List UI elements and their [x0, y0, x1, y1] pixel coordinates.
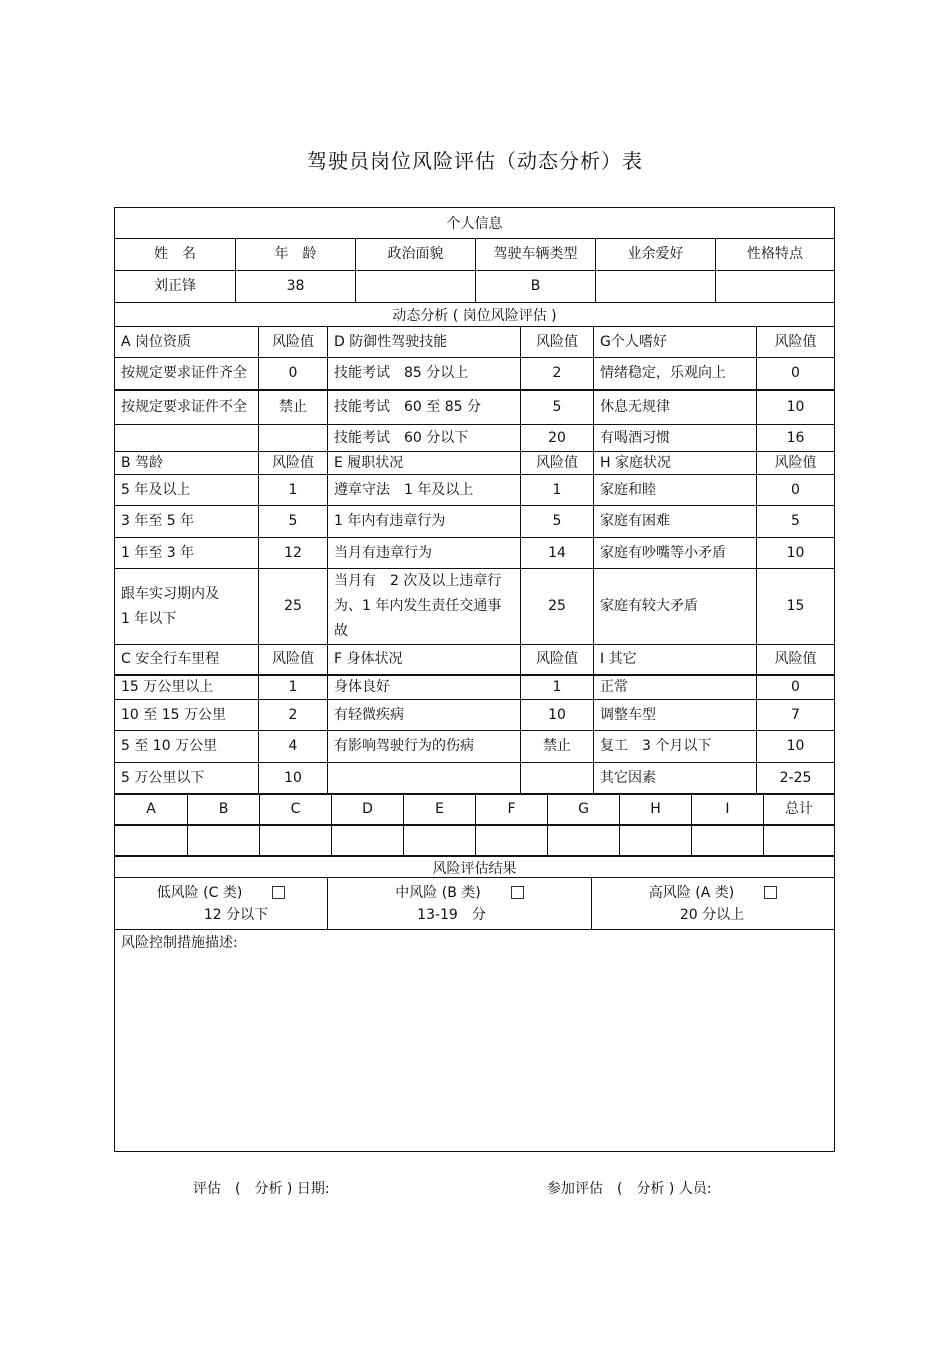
section-header: E 履职状况	[327, 452, 520, 474]
risk-value: 0	[258, 358, 327, 389]
personal-values-row	[115, 271, 834, 303]
criterion: 跟车实习期内及 1 年以下	[121, 585, 219, 627]
risk-value: 1	[520, 475, 593, 505]
total-label-h: H	[619, 795, 691, 824]
result-high	[591, 878, 834, 929]
total-label-c: C	[259, 795, 331, 824]
criterion: 调整车型	[593, 700, 756, 730]
label-age: 年 龄	[235, 239, 355, 270]
criterion: 休息无规律	[593, 390, 756, 424]
totals-labels-row	[115, 795, 834, 826]
criterion: 有喝酒习惯	[593, 425, 756, 451]
result-header: 风险评估结果	[432, 861, 517, 877]
table-row	[115, 731, 834, 763]
criterion: 1 年内有违章行为	[327, 506, 520, 537]
risk-value: 2	[520, 358, 593, 389]
criterion: 家庭有较大矛盾	[593, 569, 756, 644]
table-row	[115, 358, 834, 390]
section-header: H 家庭状况	[593, 452, 756, 474]
risk-value-header: 风险值	[520, 645, 593, 674]
risk-value: 12	[258, 538, 327, 568]
low-risk-range: 12 分以下	[203, 906, 269, 923]
total-value-b[interactable]	[187, 826, 259, 855]
criterion: 按规定要求证件齐全	[121, 365, 247, 381]
section-1-header-row	[115, 327, 834, 358]
criterion: 复工 3 个月以下	[593, 731, 756, 762]
section-3-header-row	[115, 645, 834, 676]
assessment-date-label: 评估 ( 分析 ) 日期:	[193, 1181, 330, 1197]
label-personality: 性格特点	[715, 239, 834, 270]
risk-value: 5	[520, 506, 593, 537]
risk-value: 25	[258, 569, 327, 644]
section-header: D 防御性驾驶技能	[327, 327, 520, 357]
table-row	[115, 538, 834, 569]
total-label-sum: 总计	[763, 795, 834, 824]
risk-value: 10	[258, 763, 327, 793]
criterion: 有轻微疾病	[327, 700, 520, 730]
high-risk-range: 20 分以上	[679, 906, 745, 923]
criterion: 情绪稳定，乐观向上	[593, 358, 756, 389]
total-value-c[interactable]	[259, 826, 331, 855]
dynamic-header-row	[115, 303, 834, 327]
control-measures-label: 风险控制措施描述:	[121, 935, 238, 951]
criterion: 家庭有吵嘴等小矛盾	[593, 538, 756, 568]
criterion	[327, 763, 520, 793]
total-label-b: B	[187, 795, 259, 824]
risk-value-header: 风险值	[258, 645, 327, 674]
risk-value-header: 风险值	[258, 327, 327, 357]
total-value-f[interactable]	[475, 826, 547, 855]
criterion: 当月有违章行为	[327, 538, 520, 568]
personal-labels-row	[115, 239, 834, 271]
label-vehicle-type: 驾驶车辆类型	[475, 239, 595, 270]
criterion: 家庭和睦	[593, 475, 756, 505]
risk-value: 禁止	[520, 731, 593, 762]
totals-values-row	[115, 826, 834, 857]
section-2-header-row	[115, 452, 834, 475]
total-value-a[interactable]	[115, 826, 187, 855]
risk-value: 0	[756, 676, 834, 699]
criterion: 家庭有困难	[593, 506, 756, 537]
risk-value: 10	[756, 731, 834, 762]
low-risk-checkbox[interactable]	[272, 886, 285, 899]
page-title: 驾驶员岗位风险评估（动态分析）表	[307, 149, 643, 173]
risk-value: 0	[756, 358, 834, 389]
criterion: 5 年及以上	[121, 481, 191, 498]
risk-value-header: 风险值	[756, 452, 834, 474]
risk-value: 25	[520, 569, 593, 644]
criterion: 按规定要求证件不全	[115, 390, 258, 424]
value-personality[interactable]	[715, 271, 834, 302]
risk-value: 10	[520, 700, 593, 730]
medium-risk-checkbox[interactable]	[511, 886, 524, 899]
assessment-people-label: 参加评估 ( 分析 ) 人员:	[547, 1181, 712, 1197]
low-risk-label: 低风险 (C 类)	[156, 884, 243, 901]
risk-value: 16	[756, 425, 834, 451]
total-value-g[interactable]	[547, 826, 619, 855]
table-row	[115, 390, 834, 425]
total-value-d[interactable]	[331, 826, 403, 855]
medium-risk-range: 13-19 分	[417, 906, 486, 923]
total-label-a: A	[146, 801, 156, 817]
table-row	[115, 506, 834, 538]
dynamic-header: 动态分析 ( 岗位风险评估 )	[392, 307, 557, 324]
criterion: 3 年至 5 年	[121, 513, 195, 529]
section-header: B 驾龄	[121, 454, 164, 471]
criterion: 10 至 15 万公里	[121, 706, 226, 723]
risk-value	[258, 425, 327, 451]
criterion: 技能考试 85 分以上	[327, 358, 520, 389]
risk-value-header: 风险值	[520, 327, 593, 357]
total-label-f: F	[475, 795, 547, 824]
total-value-e[interactable]	[403, 826, 475, 855]
criterion: 身体良好	[327, 676, 520, 699]
risk-value: 2	[258, 700, 327, 730]
table-row	[115, 676, 834, 700]
criterion: 正常	[593, 676, 756, 699]
label-name: 姓 名	[154, 246, 196, 262]
value-vehicle-type[interactable]: B	[475, 271, 595, 302]
result-medium	[327, 878, 591, 929]
section-header: G个人嗜好	[593, 327, 756, 357]
risk-value: 5	[756, 506, 834, 537]
risk-value: 10	[756, 538, 834, 568]
criterion: 其它因素	[593, 763, 756, 793]
criterion: 5 至 10 万公里	[121, 738, 218, 754]
total-label-i: I	[691, 795, 763, 824]
section-header: I 其它	[593, 645, 756, 674]
criterion: 1 年至 3 年	[121, 544, 195, 561]
total-label-g: G	[547, 795, 619, 824]
criterion: 有影响驾驶行为的伤病	[327, 731, 520, 762]
criterion: 5 万公里以下	[121, 769, 205, 786]
criterion: 技能考试 60 分以下	[327, 425, 520, 451]
total-value-h[interactable]	[619, 826, 691, 855]
risk-value: 5	[258, 506, 327, 537]
personal-info-header: 个人信息	[446, 216, 503, 232]
table-row	[115, 763, 834, 795]
risk-value: 20	[520, 425, 593, 451]
section-header: F 身体状况	[327, 645, 520, 674]
criterion: 遵章守法 1 年及以上	[327, 475, 520, 505]
total-value-sum[interactable]	[763, 826, 834, 855]
table-row	[115, 700, 834, 731]
table-row	[115, 475, 834, 506]
total-label-e: E	[403, 795, 475, 824]
value-age[interactable]: 38	[235, 271, 355, 302]
high-risk-label: 高风险 (A 类)	[648, 884, 735, 901]
control-measures-area[interactable]	[115, 930, 834, 1151]
criterion: 15 万公里以上	[121, 679, 214, 695]
total-label-d: D	[331, 795, 403, 824]
result-header-row	[115, 857, 834, 878]
risk-value: 1	[258, 475, 327, 505]
risk-value: 10	[756, 390, 834, 424]
assessment-form	[114, 207, 835, 1152]
risk-value: 禁止	[258, 390, 327, 424]
high-risk-checkbox[interactable]	[764, 886, 777, 899]
risk-value-header: 风险值	[520, 452, 593, 474]
label-political: 政治面貌	[355, 239, 475, 270]
risk-value: 0	[756, 475, 834, 505]
value-name[interactable]: 刘正锋	[154, 278, 196, 294]
result-levels-row	[115, 878, 834, 930]
section-header: A 岗位资质	[121, 333, 192, 350]
risk-value: 4	[258, 731, 327, 762]
value-hobby[interactable]	[595, 271, 715, 302]
risk-value: 2-25	[756, 763, 834, 793]
risk-value-header: 风险值	[756, 327, 834, 357]
risk-value: 1	[520, 676, 593, 699]
section-header: C 安全行车里程	[121, 651, 220, 667]
total-value-i[interactable]	[691, 826, 763, 855]
table-row	[115, 425, 834, 452]
medium-risk-label: 中风险 (B 类)	[395, 884, 481, 901]
risk-value: 1	[258, 676, 327, 699]
risk-value-header: 风险值	[756, 645, 834, 674]
criterion	[115, 425, 258, 451]
table-row	[115, 569, 834, 645]
value-political[interactable]	[355, 271, 475, 302]
label-hobby: 业余爱好	[595, 239, 715, 270]
criterion: 当月有 2 次及以上违章行为、1 年内发生责任交通事故	[327, 569, 520, 644]
risk-value-header: 风险值	[258, 452, 327, 474]
risk-value: 14	[520, 538, 593, 568]
risk-value: 5	[520, 390, 593, 424]
risk-value: 15	[756, 569, 834, 644]
risk-value: 7	[756, 700, 834, 730]
criterion: 技能考试 60 至 85 分	[327, 390, 520, 424]
risk-value	[520, 763, 593, 793]
personal-info-header-row	[115, 208, 834, 239]
result-low	[115, 878, 327, 929]
